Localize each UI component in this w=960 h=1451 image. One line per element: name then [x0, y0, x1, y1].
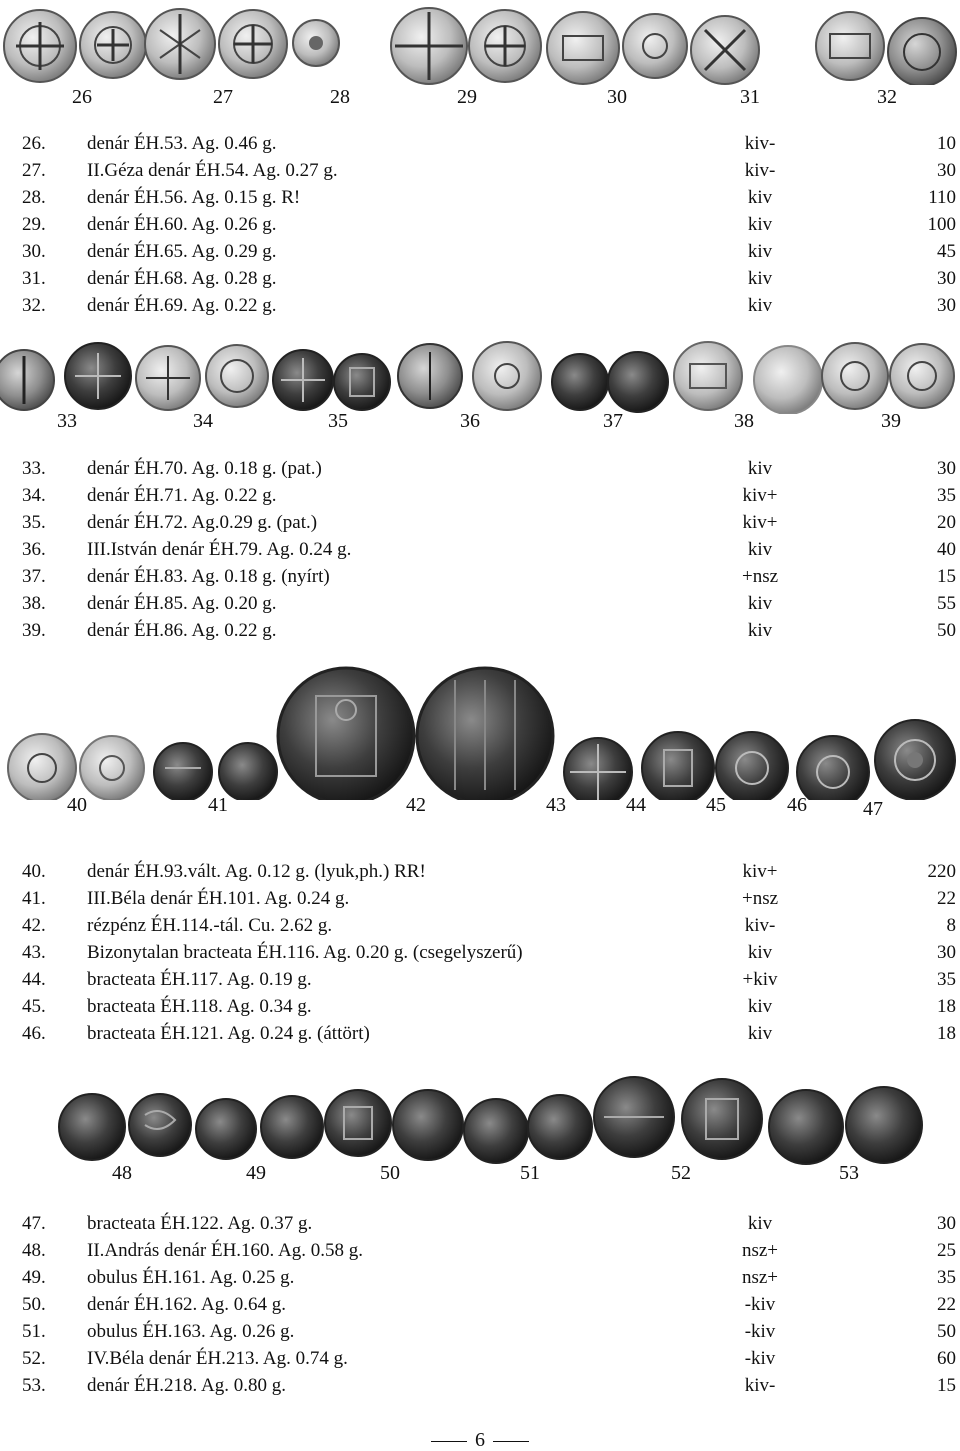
lot-row [0, 563, 960, 590]
coin-label: 34 [193, 410, 213, 432]
lot-grade: kiv [747, 1213, 773, 1234]
coin-44-photo [754, 346, 822, 414]
coin-49-photo [129, 1094, 191, 1156]
coin-34-photo [65, 343, 131, 409]
lot-number: 35. [22, 512, 46, 533]
lot-grade: nsz+ [741, 1240, 779, 1261]
lot-grade: kiv [747, 268, 773, 289]
lot-row [0, 265, 960, 292]
lot-grade: -kiv [744, 1348, 776, 1369]
lot-price: 45 [937, 241, 956, 262]
lot-description: bracteata ÉH.122. Ag. 0.37 g. [87, 1213, 313, 1234]
coin-photos-4 [0, 1075, 960, 1171]
coin-label: 52 [671, 1162, 691, 1184]
coin-29 [219, 10, 287, 78]
lot-grade: kiv [747, 620, 773, 641]
coin-31 [391, 8, 467, 84]
lot-number: 27. [22, 160, 46, 181]
coin-37 [888, 18, 956, 85]
lot-price: 110 [928, 187, 956, 208]
lot-description: rézpénz ÉH.114.-tál. Cu. 2.62 g. [87, 915, 333, 936]
coin-34 [623, 14, 687, 78]
lot-row [0, 455, 960, 482]
coin-label: 31 [740, 86, 760, 108]
coin-38-photo [334, 354, 390, 410]
lot-row [0, 482, 960, 509]
lot-grade: kiv [747, 1023, 773, 1044]
coin-45-photo [822, 343, 888, 409]
coin-50-photo [196, 1099, 256, 1159]
lot-number: 30. [22, 241, 46, 262]
page-number-dash-right [493, 1441, 529, 1442]
lot-grade: -kiv [744, 1321, 776, 1342]
lot-description: denár ÉH.56. Ag. 0.15 g. R! [87, 187, 301, 208]
lot-grade: kiv [747, 458, 773, 479]
lot-description: denár ÉH.93.vált. Ag. 0.12 g. (lyuk,ph.) RR! [87, 861, 426, 882]
lot-description: denár ÉH.53. Ag. 0.46 g. [87, 133, 277, 154]
page-number-dash-left [431, 1441, 467, 1442]
lot-number: 33. [22, 458, 46, 479]
lot-grade: +nsz [741, 566, 779, 587]
lot-description: denár ÉH.71. Ag. 0.22 g. [87, 485, 277, 506]
lot-row [0, 885, 960, 912]
coin-label: 32 [877, 86, 897, 108]
lot-grade: nsz+ [741, 1267, 779, 1288]
lot-price: 220 [927, 861, 956, 882]
coin-label: 29 [457, 86, 477, 108]
lot-grade: kiv [747, 996, 773, 1017]
coin-strip-2 [0, 338, 960, 438]
coin-label: 49 [246, 1162, 266, 1184]
coin-label: 50 [380, 1162, 400, 1184]
lot-number: 49. [22, 1267, 46, 1288]
lot-price: 25 [937, 1240, 956, 1261]
lot-price: 30 [937, 1213, 956, 1234]
coin-55-photo [528, 1095, 592, 1159]
coin-48-photo [716, 732, 788, 800]
lot-price: 35 [937, 969, 956, 990]
coin-40-photo [473, 342, 541, 410]
lot-description: denár ÉH.68. Ag. 0.28 g. [87, 268, 277, 289]
coin-label: 35 [328, 410, 348, 432]
coin-label: 48 [112, 1162, 132, 1184]
coin-50-photo [875, 720, 955, 800]
lot-price: 50 [937, 1321, 956, 1342]
lot-price: 35 [937, 485, 956, 506]
coin-photos-3 [0, 660, 960, 800]
lot-grade: kiv [747, 942, 773, 963]
lot-row [0, 939, 960, 966]
lot-number: 47. [22, 1213, 46, 1234]
lot-grade: kiv- [744, 133, 776, 154]
lot-description: Bizonytalan bracteata ÉH.116. Ag. 0.20 g. (csegelyszerű) [87, 942, 523, 963]
lot-grade: +nsz [741, 888, 779, 909]
lot-description: bracteata ÉH.118. Ag. 0.34 g. [87, 996, 312, 1017]
coin-label: 39 [881, 410, 901, 432]
coin-40-photo [8, 734, 76, 800]
coin-52-photo [325, 1090, 391, 1156]
coin-label: 42 [406, 794, 426, 816]
lot-row [0, 1345, 960, 1372]
coin-56-photo [594, 1077, 674, 1157]
coin-53-photo [393, 1090, 463, 1160]
coin-label: 38 [734, 410, 754, 432]
coin-photos-2 [0, 338, 960, 414]
lot-price: 55 [937, 593, 956, 614]
coin-46-photo [890, 344, 954, 408]
coin-54-photo [464, 1099, 528, 1163]
lot-grade: kiv [747, 593, 773, 614]
lot-description: denár ÉH.72. Ag.0.29 g. (pat.) [87, 512, 318, 533]
lot-grade: kiv- [744, 160, 776, 181]
lot-description: II.Géza denár ÉH.54. Ag. 0.27 g. [87, 160, 338, 181]
lot-grade: kiv- [744, 1375, 776, 1396]
lot-number: 45. [22, 996, 46, 1017]
lot-row [0, 617, 960, 644]
coin-label: 37 [603, 410, 623, 432]
lot-price: 60 [937, 1348, 956, 1369]
lot-number: 28. [22, 187, 46, 208]
coin-32 [469, 10, 541, 82]
coin-51-photo [261, 1096, 323, 1158]
lot-grade: kiv [747, 539, 773, 560]
lot-price: 40 [937, 539, 956, 560]
lot-row [0, 184, 960, 211]
lot-price: 15 [937, 566, 956, 587]
lot-description: denár ÉH.60. Ag. 0.26 g. [87, 214, 277, 235]
lot-number: 42. [22, 915, 46, 936]
coin-label: 36 [460, 410, 480, 432]
lot-price: 30 [937, 160, 956, 181]
lot-grade: kiv- [744, 915, 776, 936]
lot-row [0, 1237, 960, 1264]
coin-43-photo [219, 743, 277, 800]
lot-row [0, 1264, 960, 1291]
coin-36 [816, 12, 884, 80]
lot-grade: kiv [747, 187, 773, 208]
lot-number: 29. [22, 214, 46, 235]
lot-number: 31. [22, 268, 46, 289]
lot-price: 8 [946, 915, 956, 936]
coin-42-photo [154, 743, 212, 800]
lot-description: bracteata ÉH.117. Ag. 0.19 g. [87, 969, 312, 990]
coin-strip-3 [0, 660, 960, 825]
coin-33 [547, 12, 619, 84]
coin-46-photo [564, 738, 632, 800]
coin-41-photo [80, 736, 144, 800]
lot-description: obulus ÉH.161. Ag. 0.25 g. [87, 1267, 295, 1288]
lot-row [0, 211, 960, 238]
lot-description: denár ÉH.65. Ag. 0.29 g. [87, 241, 277, 262]
lot-grade: kiv+ [742, 512, 778, 533]
lot-number: 44. [22, 969, 46, 990]
coin-label: 33 [57, 410, 77, 432]
lot-description: denár ÉH.69. Ag. 0.22 g. [87, 295, 277, 316]
lot-price: 18 [937, 1023, 956, 1044]
coin-36-photo [206, 345, 268, 407]
lot-row [0, 130, 960, 157]
lot-number: 41. [22, 888, 46, 909]
coin-label: 51 [520, 1162, 540, 1184]
coin-label: 41 [208, 794, 228, 816]
lot-description: denár ÉH.83. Ag. 0.18 g. (nyírt) [87, 566, 330, 587]
lot-price: 100 [927, 214, 956, 235]
lot-price: 20 [937, 512, 956, 533]
coin-47-photo [642, 732, 714, 800]
coin-strip-1 [0, 0, 960, 112]
lot-row [0, 1372, 960, 1399]
coin-44-photo [278, 668, 414, 800]
coin-49-photo [797, 736, 869, 800]
coin-37-photo [273, 350, 333, 410]
lot-number: 37. [22, 566, 46, 587]
coin-45-photo [417, 668, 553, 800]
lot-number: 43. [22, 942, 46, 963]
lot-row [0, 1291, 960, 1318]
lot-grade: +kiv [742, 969, 778, 990]
lot-number: 40. [22, 861, 46, 882]
lot-row [0, 157, 960, 184]
coin-27 [80, 12, 146, 78]
page-number-value: 6 [475, 1429, 485, 1451]
lot-price: 30 [937, 268, 956, 289]
lot-number: 53. [22, 1375, 46, 1396]
lot-grade: kiv+ [742, 861, 778, 882]
lot-description: III.Béla denár ÉH.101. Ag. 0.24 g. [87, 888, 350, 909]
page-number [0, 1429, 960, 1451]
coin-35 [691, 16, 759, 84]
coin-48-photo [59, 1094, 125, 1160]
lot-row [0, 993, 960, 1020]
lot-number: 51. [22, 1321, 46, 1342]
lot-number: 39. [22, 620, 46, 641]
coin-39-photo [398, 344, 462, 408]
lot-number: 50. [22, 1294, 46, 1315]
lot-grade: kiv [747, 241, 773, 262]
coin-30 [293, 20, 339, 66]
lot-description: IV.Béla denár ÉH.213. Ag. 0.74 g. [87, 1348, 348, 1369]
lot-price: 30 [937, 458, 956, 479]
coin-35-photo [136, 346, 200, 410]
coin-label: 44 [626, 794, 646, 816]
lot-price: 18 [937, 996, 956, 1017]
coin-41-photo [552, 354, 608, 410]
lot-grade: kiv [747, 295, 773, 316]
lot-row [0, 1210, 960, 1237]
lot-row [0, 966, 960, 993]
lot-number: 46. [22, 1023, 46, 1044]
lot-number: 52. [22, 1348, 46, 1369]
coin-57-photo [682, 1079, 762, 1159]
lot-row [0, 238, 960, 265]
coin-label: 40 [67, 794, 87, 816]
lot-description: II.András denár ÉH.160. Ag. 0.58 g. [87, 1240, 363, 1261]
coin-label: 43 [546, 794, 566, 816]
coin-label: 28 [330, 86, 350, 108]
lot-description: bracteata ÉH.121. Ag. 0.24 g. (áttört) [87, 1023, 370, 1044]
coin-label: 27 [213, 86, 233, 108]
lot-row [0, 1318, 960, 1345]
lot-price: 30 [937, 295, 956, 316]
coin-28 [145, 9, 215, 79]
lot-number: 32. [22, 295, 46, 316]
lot-price: 15 [937, 1375, 956, 1396]
coin-58-photo [769, 1090, 843, 1164]
coin-label: 47 [863, 798, 883, 820]
coin-59-photo [846, 1087, 922, 1163]
coin-26 [4, 10, 76, 82]
lot-row [0, 509, 960, 536]
coin-label: 26 [72, 86, 92, 108]
lot-price: 35 [937, 1267, 956, 1288]
lot-description: denár ÉH.70. Ag. 0.18 g. (pat.) [87, 458, 322, 479]
lot-description: denár ÉH.218. Ag. 0.80 g. [87, 1375, 286, 1396]
lot-price: 50 [937, 620, 956, 641]
lot-grade: -kiv [744, 1294, 776, 1315]
lot-number: 34. [22, 485, 46, 506]
coin-label: 30 [607, 86, 627, 108]
lot-description: III.István denár ÉH.79. Ag. 0.24 g. [87, 539, 352, 560]
lot-row [0, 536, 960, 563]
lot-row [0, 590, 960, 617]
coin-strip-4 [0, 1075, 960, 1190]
coin-33-photo [0, 350, 54, 410]
lot-row [0, 292, 960, 319]
lot-row [0, 858, 960, 885]
lot-grade: kiv [747, 214, 773, 235]
coin-label: 45 [706, 794, 726, 816]
lot-price: 10 [937, 133, 956, 154]
lot-description: denár ÉH.85. Ag. 0.20 g. [87, 593, 277, 614]
lot-price: 30 [937, 942, 956, 963]
coin-42-photo [608, 352, 668, 412]
lot-description: obulus ÉH.163. Ag. 0.26 g. [87, 1321, 295, 1342]
coin-label: 46 [787, 794, 807, 816]
coin-label: 53 [839, 1162, 859, 1184]
lot-price: 22 [937, 1294, 956, 1315]
lot-description: denár ÉH.162. Ag. 0.64 g. [87, 1294, 286, 1315]
lot-number: 36. [22, 539, 46, 560]
coin-43-photo [674, 342, 742, 410]
lot-row [0, 1020, 960, 1047]
lot-grade: kiv+ [742, 485, 778, 506]
lot-number: 26. [22, 133, 46, 154]
lot-number: 48. [22, 1240, 46, 1261]
lot-row [0, 912, 960, 939]
lot-price: 22 [937, 888, 956, 909]
coin-photos-1 [0, 0, 960, 85]
lot-number: 38. [22, 593, 46, 614]
lot-description: denár ÉH.86. Ag. 0.22 g. [87, 620, 277, 641]
